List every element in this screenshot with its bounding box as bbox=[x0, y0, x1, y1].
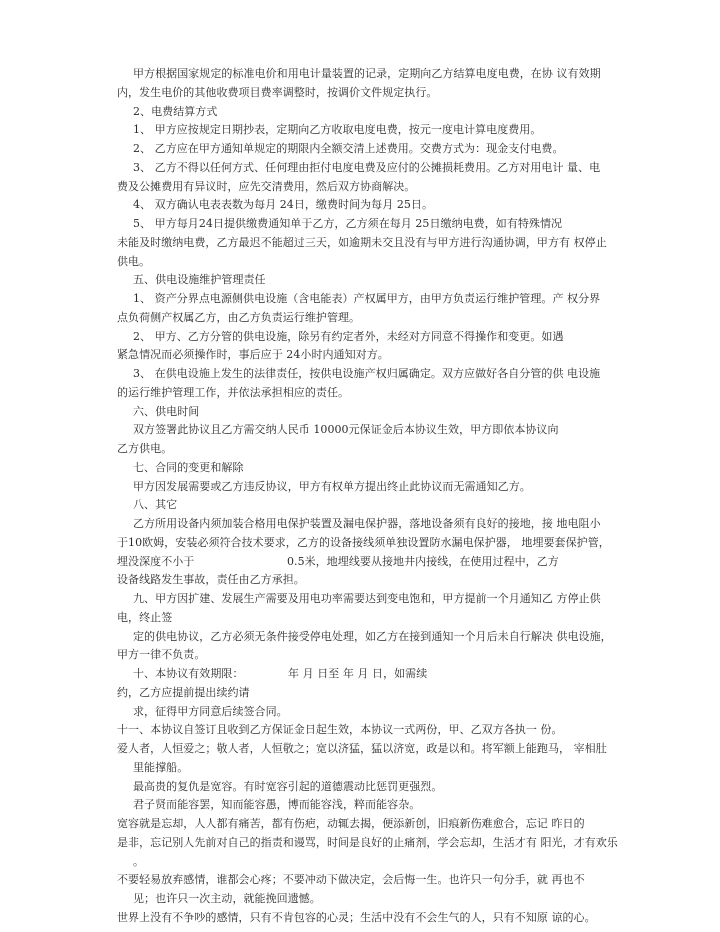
text-line: 电，终止签 bbox=[117, 611, 173, 624]
text-line: 世界上没有不争吵的感情，只有不肯包容的心灵；生活中没有不会生气的人，只有不知原 谅的心。 bbox=[117, 911, 596, 924]
text-line: 4、 双方确认电表表数为每月 24日，缴费时间为每月 25日。 bbox=[133, 198, 434, 211]
section-heading: 七、合同的变更和解除 bbox=[133, 461, 244, 474]
text-line: 定的供电协议，乙方必须无条件接受停电处理，如乙方在接到通知一个月后未自行解决 供电设施， bbox=[133, 630, 612, 643]
text-line: 甲方一律不负责。 bbox=[117, 648, 206, 661]
text-line: 九、甲方因扩建、发展生产需要及用电功率需要达到变电饱和，甲方提前一个月通知乙 方停止供 bbox=[133, 592, 601, 605]
text-line: 未能及时缴纳电费，乙方最迟不能超过三天，如逾期未交且没有与甲方进行沟通协调，甲方有 权停止 bbox=[117, 236, 607, 249]
text-line: 埋没深度不小于 bbox=[117, 555, 195, 568]
text-line: 年 月 日至 年 月 日，如需续 bbox=[288, 667, 428, 680]
section-heading: 2、电费结算方式 bbox=[133, 105, 218, 118]
text-line: 费及公摊费用有异议时，应先交清费用，然后双方协商解决。 bbox=[117, 180, 416, 193]
text-line: 点负荷侧产权属乙方，由乙方负责运行维护管理。 bbox=[117, 311, 361, 324]
text-line: 2、 乙方应在甲方通知单规定的期限内全额交清上述费用。交费方式为：现金支付电费。 bbox=[133, 142, 564, 155]
text-line: 里能撑船。 bbox=[133, 761, 189, 774]
text-line: 乙方供电。 bbox=[117, 442, 173, 455]
text-line: 内，发生电价的其他收费项目费率调整时，按调价文件规定执行。 bbox=[117, 86, 438, 99]
text-line: 求，征得甲方同意后续签合同。 bbox=[133, 705, 288, 718]
text-line: 爱人者，人恒爱之；敬人者，人恒敬之；宽以济猛，猛以济宽，政是以和。将军额上能跑马， 宰相肚 bbox=[117, 742, 607, 755]
text-line: 设备线路发生事故，责任由乙方承担。 bbox=[117, 573, 305, 586]
text-line: 3、 在供电设施上发生的法律责任，按供电设施产权归属确定。双方应做好各自分管的供 电设施 bbox=[133, 367, 601, 380]
text-line: 紧急情况而必须操作时，事后应于 24小时内通知对方。 bbox=[117, 348, 389, 361]
text-line: 于10欧姆，安装必须符合技术要求，乙方的设备接线须单独设置防水漏电保护器， 地埋要套保护管， bbox=[117, 536, 610, 549]
section-heading: 八、其它 bbox=[133, 498, 178, 511]
text-line: 。 bbox=[133, 855, 145, 868]
text-line: 甲方因发展需要或乙方违反协议，甲方有权单方提出终止此协议而无需通知乙方。 bbox=[133, 480, 531, 493]
text-line: 供电。 bbox=[117, 255, 151, 268]
text-line: 见；也许只一次主动，就能挽回遗憾。 bbox=[133, 892, 321, 905]
text-line: 不要轻易放弃感情，谁都会心疼；不要冲动下做决定，会后悔一生。也许只一句分手，就 再也不 bbox=[117, 873, 585, 886]
text-line: 约，乙方应提前提出续约请 bbox=[117, 686, 250, 699]
text-line: 十一、本协议自签订且收到乙方保证金日起生效，本协议一式两份，甲、乙双方各执一 份。 bbox=[117, 723, 563, 736]
text-line: 宽容就是忘却，人人都有痛苦，都有伤疤，动辄去揭，便添新创，旧痕新伤难愈合，忘记 昨日的 bbox=[117, 817, 585, 830]
text-line: 的运行维护管理工作，并依法承担相应的责任。 bbox=[117, 386, 350, 399]
text-line: 3、 乙方不得以任何方式、任何理由拒付电度电费及应付的公摊损耗费用。乙方对用电计 量、电 bbox=[133, 161, 601, 174]
text-line: 5、 甲方每月24日提供缴费通知单于乙方，乙方须在每月 25日缴纳电费，如有特殊情况 bbox=[133, 217, 563, 230]
text-line: 1、 甲方应按规定日期抄表，定期向乙方收取电度电费，按元一度电计算电度费用。 bbox=[133, 123, 542, 136]
section-heading: 六、供电时间 bbox=[133, 405, 200, 418]
text-line: 1、 资产分界点电源侧供电设施（含电能表）产权属甲方，由甲方负责运行维护管理。产 权分界 bbox=[133, 292, 601, 305]
text-line: 甲方根据国家规定的标准电价和用电计量装置的记录，定期向乙方结算电度电费，在协 议有效期 bbox=[133, 67, 601, 80]
text-line: 君子贤而能容罢，知而能容愚，博而能容浅，粹而能容杂。 bbox=[133, 798, 421, 811]
text-line: 乙方所用设备内须加装合格用电保护装置及漏电保护器，落地设备须有良好的接地，接 地电阻小 bbox=[133, 517, 601, 530]
text-line: 十、本协议有效期限： bbox=[133, 667, 244, 680]
text-line: 2、 甲方、乙方分管的供电设施，除另有约定者外，未经对方同意不得操作和变更。如遇 bbox=[133, 330, 564, 343]
text-line: 0.5米，地埋线要从接地井内接线，在使用过程中，乙方 bbox=[287, 555, 559, 568]
section-heading: 五、供电设施维护管理责任 bbox=[133, 273, 266, 286]
text-line: 双方签署此协议且乙方需交纳人民币 10000元保证金后本协议生效，甲方即依本协议向 bbox=[133, 423, 559, 436]
text-line: 是非，忘记别人先前对自己的指责和谩骂，时间是良好的止痛剂，学会忘却，生活才有 阳光，才有欢乐 bbox=[117, 836, 618, 849]
text-line: 最高贵的复仇是宽容。有时宽容引起的道德震动比惩罚更强烈。 bbox=[133, 780, 443, 793]
